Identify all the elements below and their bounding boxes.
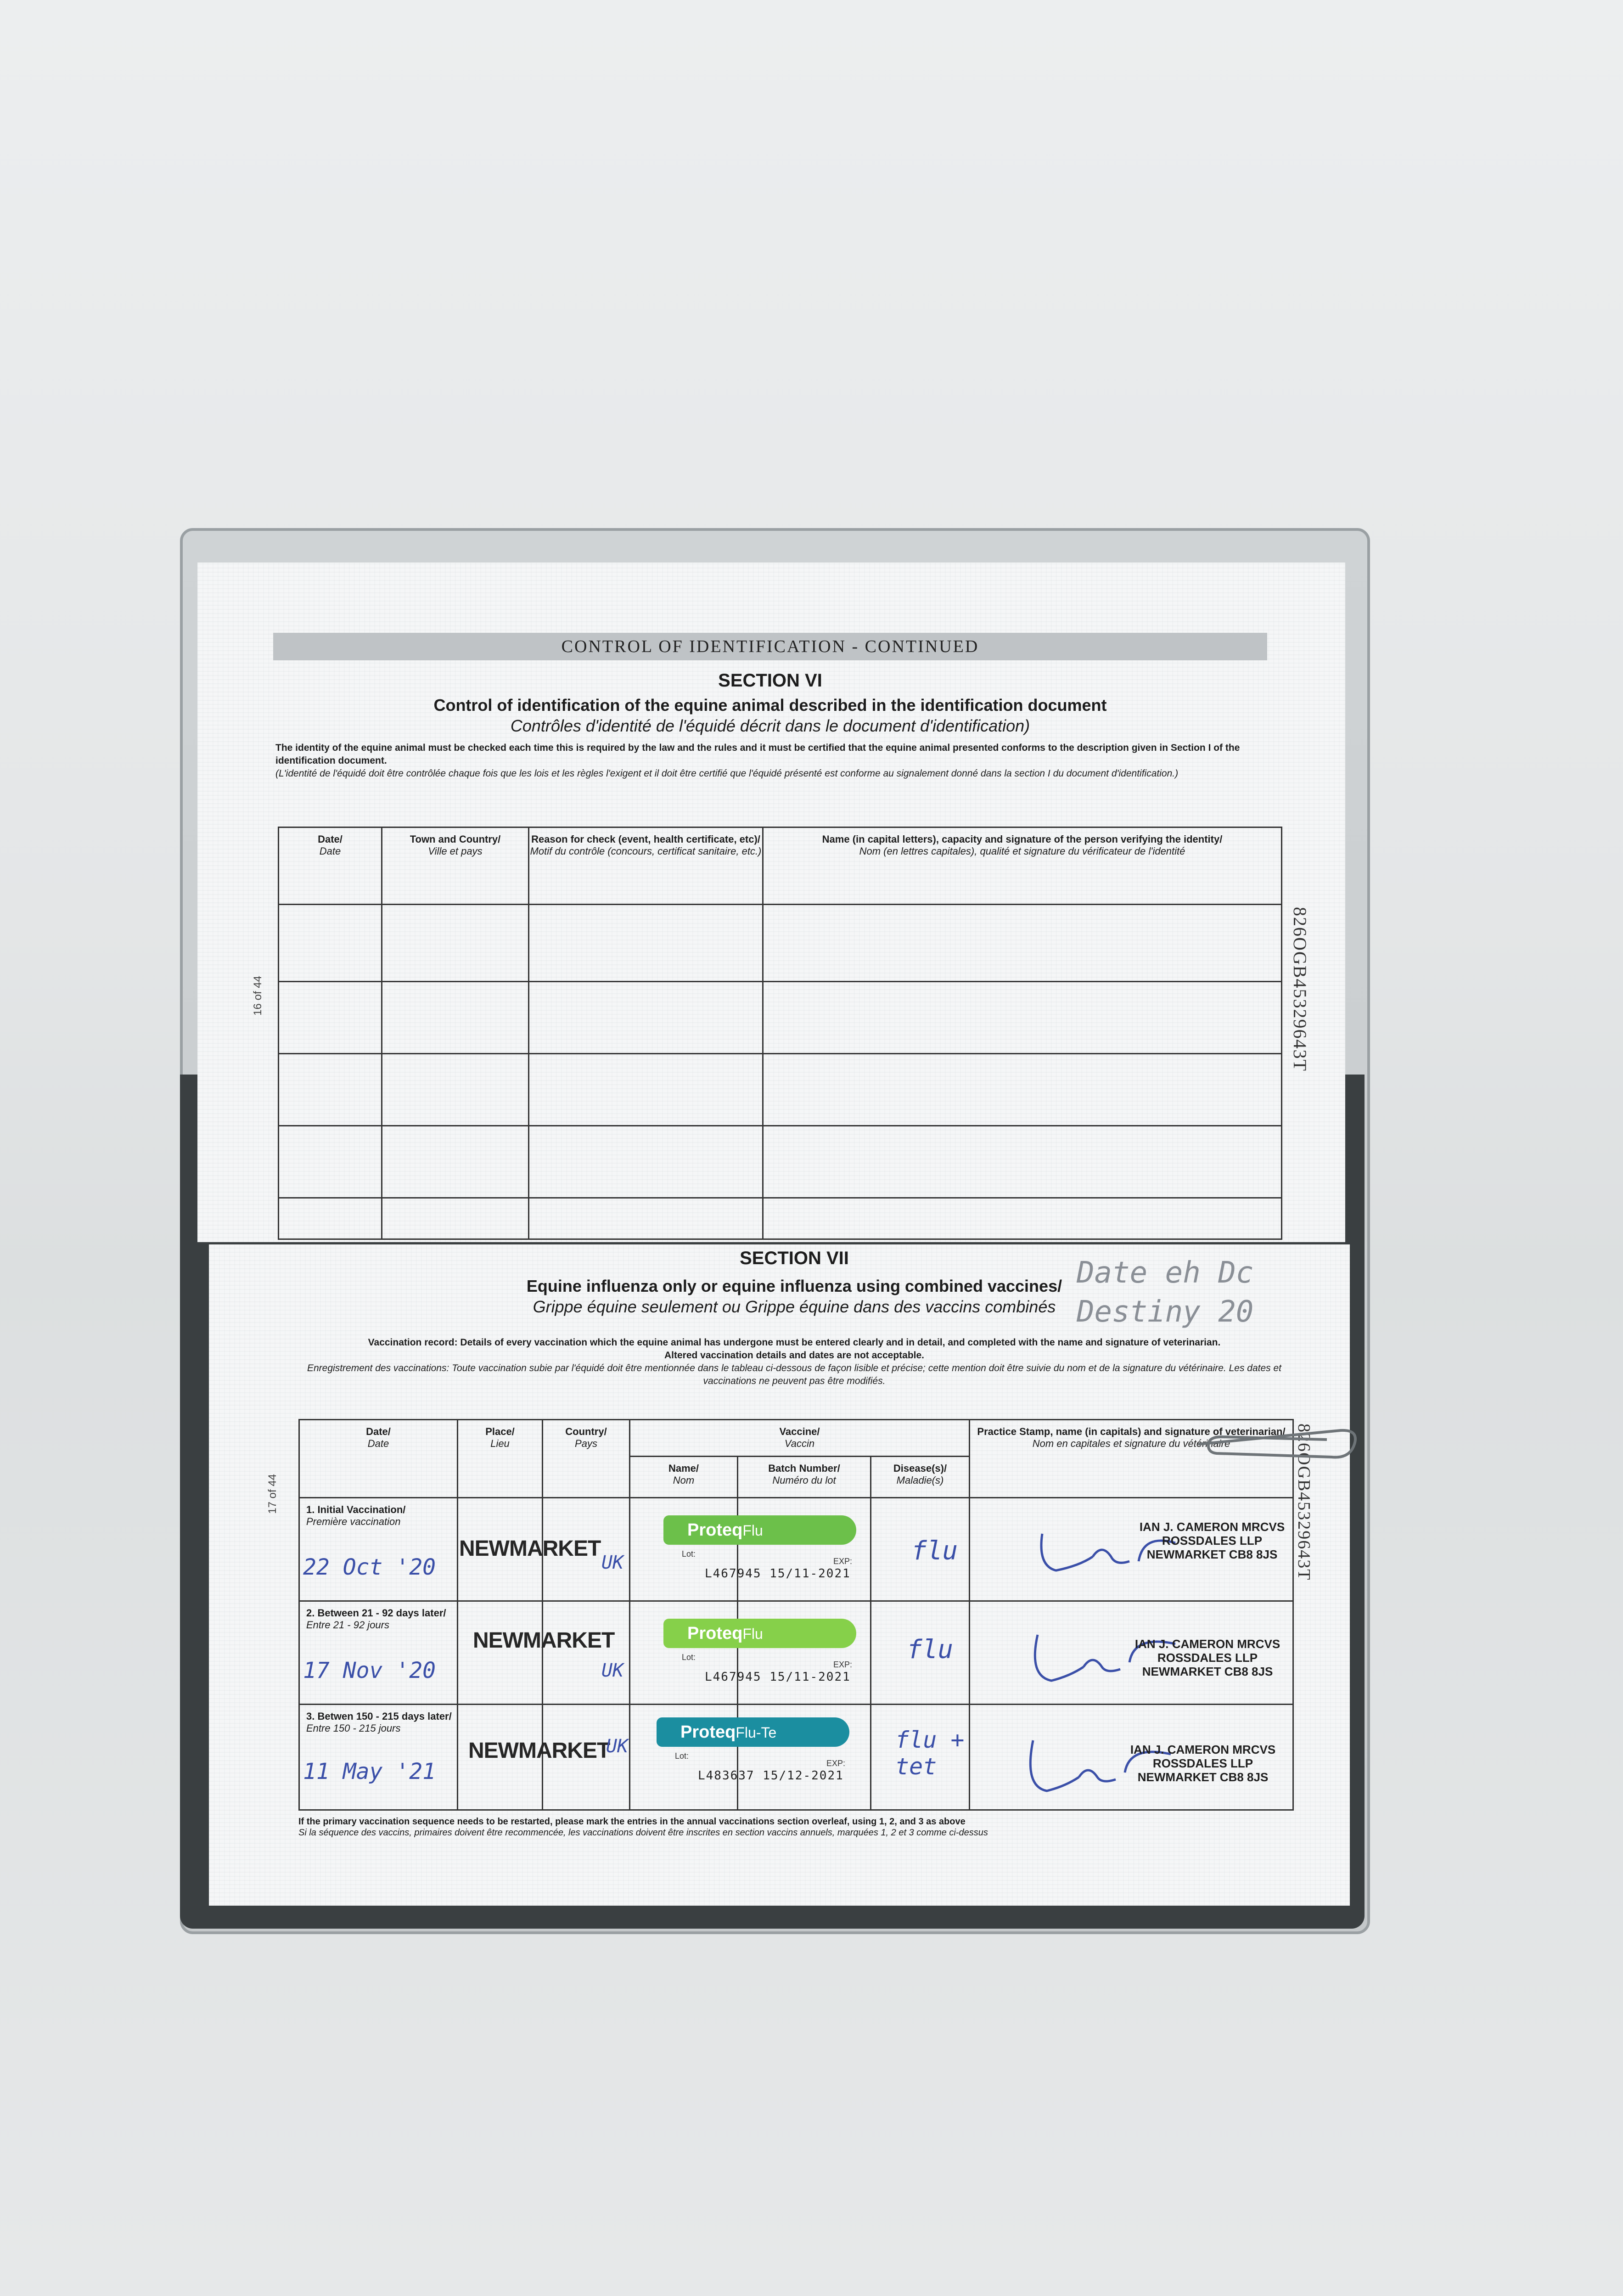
section-banner: CONTROL OF IDENTIFICATION - CONTINUED — [273, 633, 1267, 660]
row2-disease: flu — [907, 1635, 954, 1665]
row1-vaccine-name: Proteq — [687, 1520, 743, 1540]
col-date-header: Date/ Date — [299, 1420, 458, 1498]
section-vi-heading-en: Control of identification of the equine animal described in the identification document — [433, 696, 1107, 715]
row1-vaccine-label — [663, 1515, 856, 1584]
table-row — [279, 1198, 1282, 1239]
row1-vet-stamp: IAN J. CAMERON MRCVS ROSSDALES LLP NEWMARKET CB8 8JS — [1139, 1520, 1285, 1561]
table-row — [279, 982, 1282, 1054]
col-vaccine-name-header: Name/ Nom — [630, 1457, 738, 1498]
row3-lot-label: Lot: — [675, 1751, 689, 1761]
section-vii-title: SECTION VII — [740, 1248, 849, 1268]
row2-exp-label: EXP: — [833, 1660, 853, 1669]
row3-disease: flu + tet — [895, 1727, 965, 1780]
row3-vaccine-bar — [657, 1717, 849, 1747]
col-date-header: Date/ Date — [279, 827, 382, 905]
paper-clip — [1189, 1417, 1364, 1467]
row2-place-stamp: NEWMARKET — [473, 1628, 615, 1653]
vaccination-footer-note — [298, 1816, 1295, 1838]
row3-vaccine-name: Proteq — [680, 1722, 736, 1742]
section-vii-heading-en: Equine influenza only or equine influenza using combined vaccines/ — [526, 1277, 1062, 1295]
section-vi-title: SECTION VI — [718, 670, 822, 691]
intro-en-bold: Vaccination record: Details of every vaccination which the equine animal has undergone must be entered clearly and in detail, and completed with the name and signature of veterinarian. — [368, 1337, 1221, 1348]
row2-vaccine-name: Proteq — [687, 1624, 743, 1643]
row1-lot-label: Lot: — [682, 1549, 696, 1559]
col-vaccine-header: Vaccine/ Vaccin — [630, 1420, 970, 1457]
row2-vaccine-bar — [663, 1619, 856, 1648]
col-practice-header: Practice Stamp, name (in capitals) and signature of veterinarian/ Nom en capitales et signature du vétérinaire — [970, 1420, 1293, 1498]
intro-fr: Enregistrement des vaccinations: Toute vaccination subie par l'équidé doit être mentionnée dans le tableau ci-dessous de façon lisible et précise; cette mention doit être suivie du nom et de la signature du vétérinaire. Les dates et vaccinations ne peuvent pas être modifiés. — [307, 1363, 1281, 1386]
table-row — [279, 905, 1282, 982]
footer-en: If the primary vaccination sequence needs to be restarted, please mark the entries in the annual vaccinations section overleaf, using 1, 2, and 3 as above — [298, 1817, 966, 1827]
col-town-header: Town and Country/ Ville et pays — [382, 827, 529, 905]
row3-vaccine-suffix: Flu-Te — [736, 1724, 777, 1741]
row2-country: UK — [601, 1660, 624, 1681]
page-number-16: 16 of 44 — [252, 976, 264, 1016]
section-vii-intro — [298, 1336, 1290, 1388]
table-row — [279, 1126, 1282, 1198]
row1-vaccine-suffix: Flu — [742, 1522, 763, 1539]
row2-vaccine-suffix: Flu — [742, 1626, 763, 1642]
row2-date: 17 Nov '20 — [303, 1658, 436, 1683]
intro-en: The identity of the equine animal must be checked each time this is required by the law and the rules and it must be certified that the equine animal presented conforms to the description given in Section I of the identification document. — [275, 743, 1240, 766]
handwritten-note-2: Destiny 20 — [1077, 1295, 1254, 1329]
identification-check-table — [278, 827, 1282, 1240]
row1-vaccine-bar — [663, 1515, 856, 1545]
side-passport-id-bottom: 826OGB45329643T — [1294, 1424, 1314, 1581]
col-name-header: Name (in capital letters), capacity and signature of the person verifying the identity/ Nom (en lettres capitales), qualité et signature du vérificateur de l'identité — [763, 827, 1282, 905]
row3-country: UK — [606, 1736, 629, 1757]
row2-lot-label: Lot: — [682, 1653, 696, 1662]
col-reason-header: Reason for check (event, health certificate, etc)/ Motif du contrôle (concours, certificat sanitaire, etc.) — [529, 827, 763, 905]
row1-exp-label: EXP: — [833, 1557, 853, 1566]
vaccination-row-1: 1. Initial Vaccination/ Première vaccination — [299, 1498, 1293, 1601]
section-vi-heading-fr: Contrôles d'identité de l'équidé décrit dans le document d'identification) — [510, 716, 1030, 735]
section-vi-intro — [275, 742, 1258, 780]
handwritten-note-1: Date eh Dc — [1077, 1256, 1254, 1290]
row3-batch-number: L483637 15/12-2021 — [698, 1769, 844, 1783]
footer-fr: Si la séquence des vaccins, primaires doivent être recommencée, les vaccinations doivent être inscrites en section vaccins annuels, marquées 1, 2 et 3 comme ci-dessus — [298, 1828, 988, 1838]
row3-vet-stamp: IAN J. CAMERON MRCVS ROSSDALES LLP NEWMARKET CB8 8JS — [1130, 1743, 1276, 1784]
side-passport-id-top: 826OGB45329643T — [1290, 907, 1310, 1072]
row3-exp-label: EXP: — [826, 1759, 846, 1768]
col-disease-header: Disease(s)/ Maladie(s) — [871, 1457, 970, 1498]
col-place-header: Place/ Lieu — [458, 1420, 543, 1498]
row1-disease: flu — [911, 1536, 958, 1566]
vaccination-row-3: 3. Betwen 150 - 215 days later/ Entre 150 - 215 jours — [299, 1705, 1293, 1810]
row1-place-stamp: NEWMARKET — [459, 1536, 601, 1561]
row2-batch-number: L467945 15/11-2021 — [705, 1670, 851, 1684]
intro-en-bold-2: Altered vaccination details and dates are not acceptable. — [664, 1350, 925, 1361]
row2-vaccine-label — [663, 1619, 856, 1688]
row2-vet-stamp: IAN J. CAMERON MRCVS ROSSDALES LLP NEWMARKET CB8 8JS — [1134, 1637, 1280, 1678]
row1-batch-number: L467945 15/11-2021 — [705, 1567, 851, 1581]
row3-place-stamp: NEWMARKET — [468, 1739, 610, 1763]
table-row — [279, 1054, 1282, 1126]
vaccination-row-2: 2. Between 21 - 92 days later/ Entre 21 - 92 jours — [299, 1601, 1293, 1705]
row3-vaccine-label — [657, 1717, 849, 1786]
intro-fr: (L'identité de l'équidé doit être contrôlée chaque fois que les lois et les règles l'exigent et il doit être certifié que l'équidé présenté est conforme au signalement donné dans la section I du document d'identification.) — [275, 768, 1179, 779]
col-batch-header: Batch Number/ Numéro du lot — [738, 1457, 871, 1498]
section-vii-heading-fr: Grippe équine seulement ou Grippe équine dans des vaccins combinés — [533, 1297, 1056, 1316]
page-number-17: 17 of 44 — [266, 1474, 279, 1514]
row1-date: 22 Oct '20 — [303, 1554, 436, 1580]
row3-date: 11 May '21 — [303, 1759, 436, 1784]
row1-country: UK — [601, 1552, 624, 1573]
col-country-header: Country/ Pays — [543, 1420, 630, 1498]
